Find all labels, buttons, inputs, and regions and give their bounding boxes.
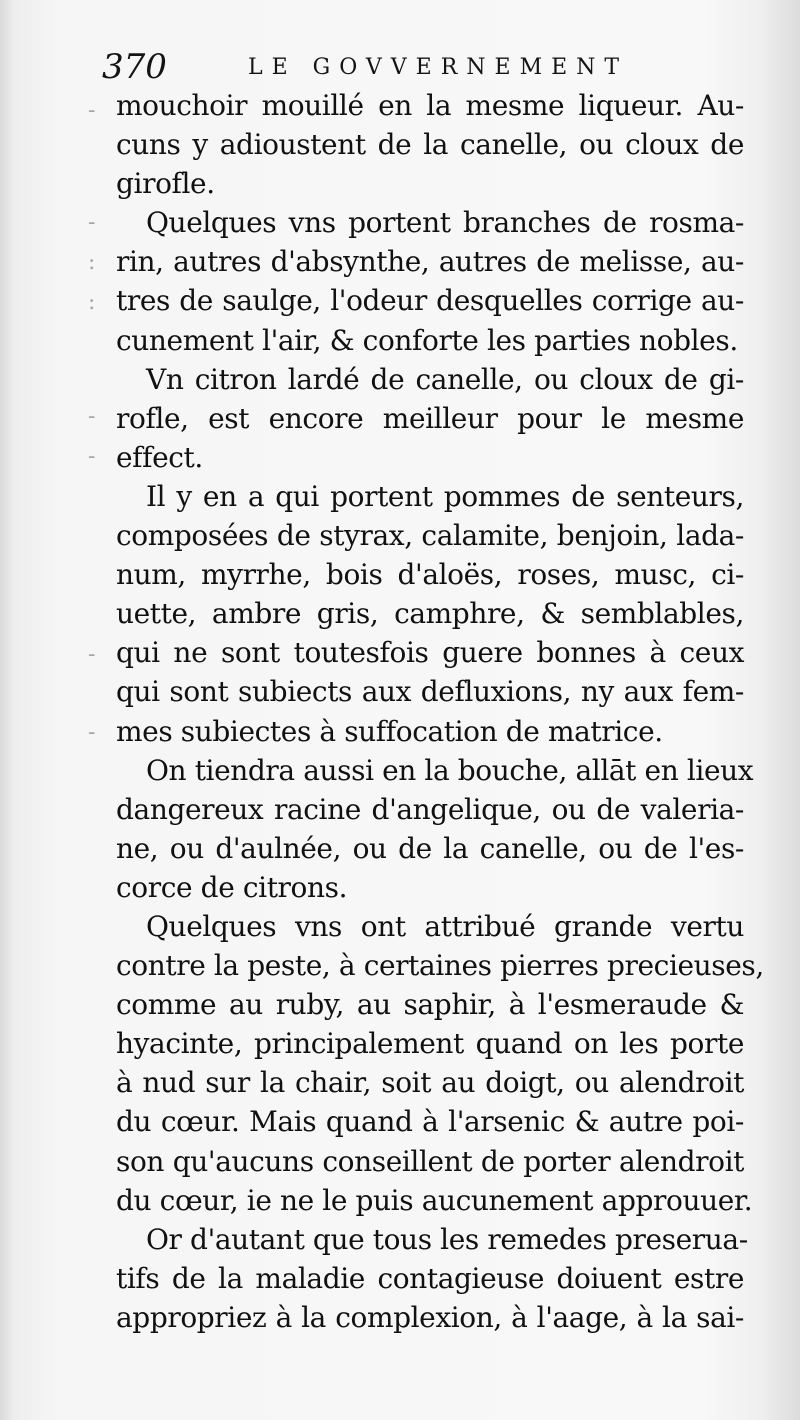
text-line: mes subiectes à suffocation de matrice. (116, 714, 663, 748)
text-line: du cœur, ie ne le puis aucunement approuuer. (116, 1183, 753, 1217)
text-line: comme au ruby, au saphir, à l'esmeraude & (116, 988, 744, 1022)
text-line: Vn citron lardé de canelle, ou cloux de gi- (146, 362, 744, 396)
text-line: qui sont subiects aux defluxions, ny aux fem- (116, 675, 744, 709)
text-line: On tiendra aussi en la bouche, allāt en lieux (146, 753, 754, 787)
gutter-mark: - (88, 444, 96, 469)
text-line: mouchoir mouillé en la mesme liqueur. Au- (116, 89, 744, 122)
gutter-mark: : (88, 250, 96, 275)
text-line: cuns y adioustent de la canelle, ou cloux de (116, 128, 744, 162)
text-line: girofle. (116, 167, 215, 201)
text-line: Quelques vns ont attribué grande vertu (146, 909, 744, 943)
gutter-mark: - (88, 720, 96, 745)
text-line: à nud sur la chair, soit au doigt, ou alendroit (116, 1066, 744, 1100)
text-line: ne, ou d'aulnée, ou de la canelle, ou de l'es- (116, 831, 744, 865)
text-line: son qu'aucuns conseillent de porter alendroit (116, 1144, 744, 1178)
text-line: rofle, est encore meilleur pour le mesme (116, 401, 744, 435)
text-line: composées de styrax, calamite, benjoin, lada- (116, 519, 744, 553)
gutter-mark: - (88, 642, 96, 667)
text-line: effect. (116, 440, 203, 474)
text-line: Quelques vns portent branches de rosma- (146, 206, 744, 240)
running-head: LE GOVVERNEMENT (248, 55, 629, 80)
body-text (116, 86, 764, 1337)
text-line: cunement l'air, & conforte les parties nobles. (116, 323, 738, 357)
text-line: num, myrrhe, bois d'aloës, roses, musc, ci- (116, 558, 744, 592)
text-line: qui ne sont toutesfois guere bonnes à ceux (116, 636, 744, 670)
gutter-mark: : (88, 290, 96, 315)
text-line: hyacinte, principalement quand on les porte (116, 1027, 744, 1061)
text-line: dangereux racine d'angelique, ou de valeria- (116, 792, 744, 826)
text-line: uette, ambre gris, camphre, & semblables, (116, 597, 744, 631)
page-header (102, 44, 662, 90)
gutter-mark: - (88, 404, 96, 429)
text-line: rin, autres d'absynthe, autres de melisse, au- (116, 245, 744, 279)
text-line: appropriez à la complexion, à l'aage, à la sai- (116, 1300, 744, 1334)
gutter-mark: - (88, 210, 96, 235)
text-line: Or d'autant que tous les remedes preserua- (146, 1222, 748, 1256)
gutter-mark: - (88, 98, 96, 123)
text-line: tifs de la maladie contagieuse doiuent estre (116, 1261, 744, 1295)
text-line: Il y en a qui portent pommes de senteurs, (146, 479, 744, 513)
text-line: corce de citrons. (116, 870, 348, 904)
text-line: tres de saulge, l'odeur desquelles corrige au- (116, 284, 744, 318)
text-line: contre la peste, à certaines pierres precieuses, (116, 949, 764, 983)
page-number: 370 (102, 47, 167, 87)
text-line: du cœur. Mais quand à l'arsenic & autre poi- (116, 1105, 744, 1139)
